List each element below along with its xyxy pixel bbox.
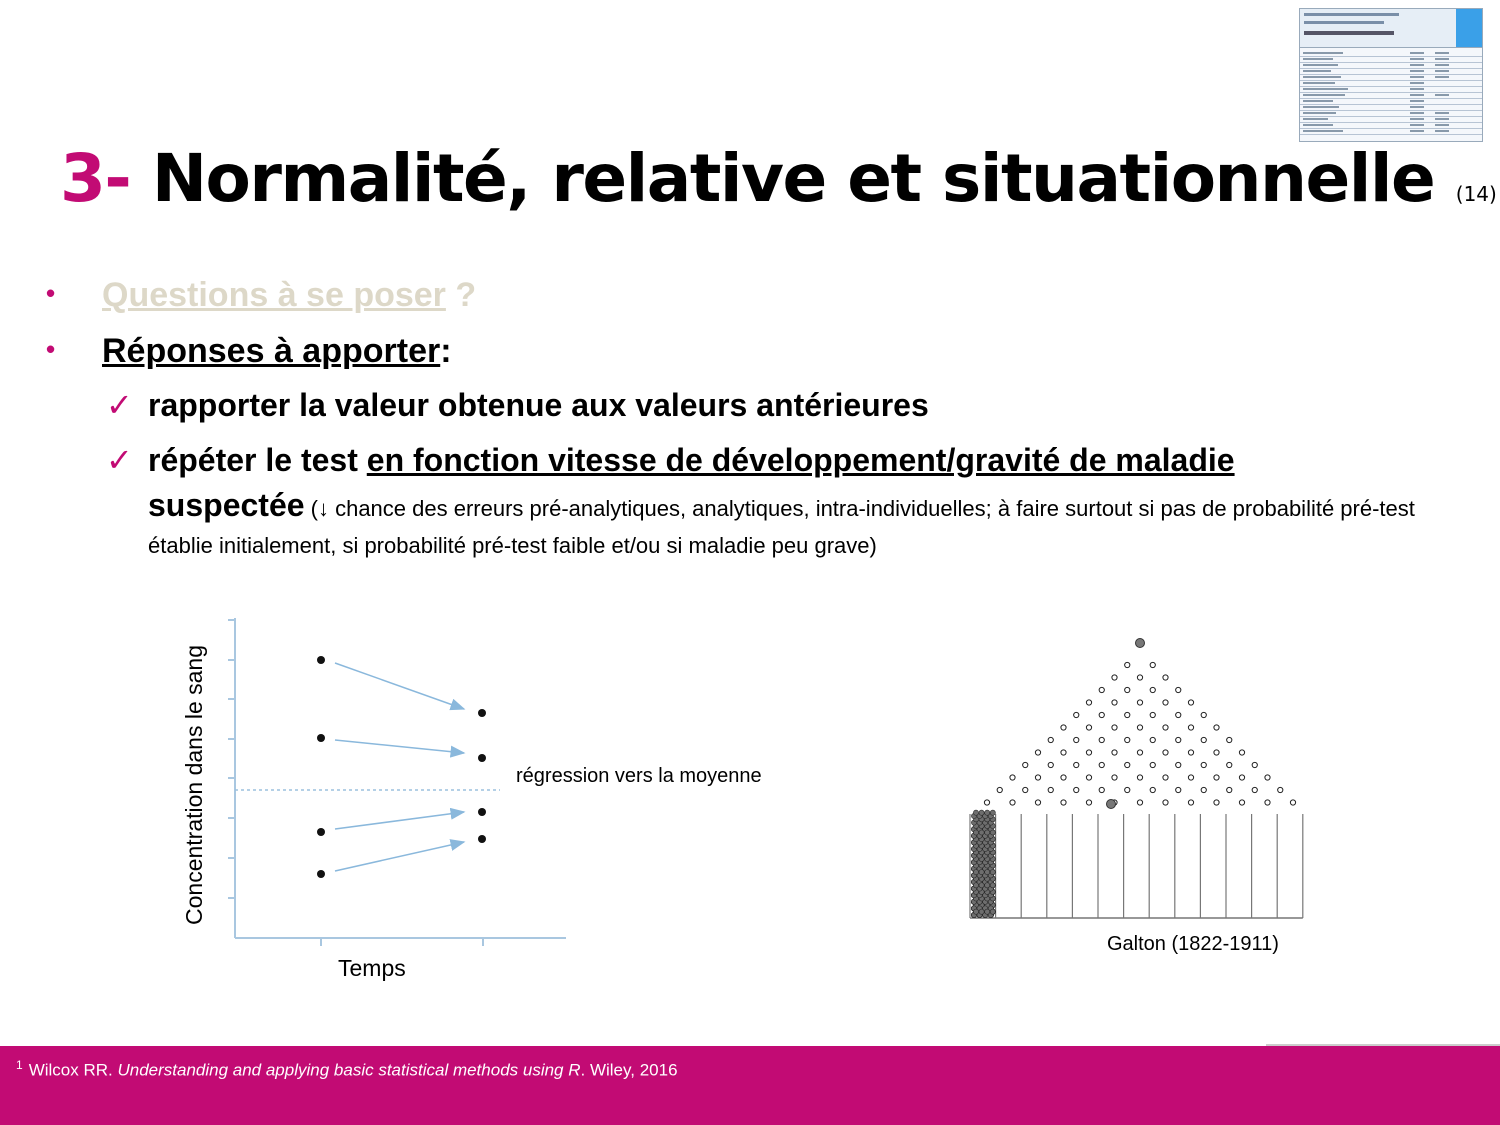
slide-title <box>60 140 1497 217</box>
regression-diagram <box>170 600 810 1000</box>
galton-board <box>960 630 1320 930</box>
footnote-book-title: Understanding and applying basic statistical methods using R <box>117 1060 581 1080</box>
regression-annotation: régression vers la moyenne <box>516 765 762 787</box>
title-text: Normalité, relative et situationnelle <box>151 140 1435 217</box>
bullet-questions-suffix: ? <box>445 276 477 314</box>
check-item-2-continuation <box>148 488 1478 566</box>
check-item-2-tail: suspectée <box>148 487 305 523</box>
regression-arrows <box>335 663 464 871</box>
x-axis <box>235 938 566 946</box>
y-axis <box>228 618 235 938</box>
title-number: 3- <box>60 140 131 217</box>
title-reference: (14) <box>1455 182 1497 206</box>
bullet-answers-suffix: : <box>440 332 452 370</box>
bullet-answers <box>46 332 452 371</box>
checkmark-icon: ✓ <box>106 442 133 478</box>
footnote-author: Wilcox RR. <box>28 1060 118 1080</box>
check-item-2-underlined: en fonction vitesse de développement/gravité de maladie <box>366 442 1235 478</box>
bullet-answers-link[interactable]: Réponses à apporter <box>102 332 441 370</box>
check-item-2-note: (↓ chance des erreurs pré-analytiques, analytiques, intra-individuelles; à faire surtout si pas de probabilité pré-test établie initialement, si probabilité pré-test faible et/ou si maladie peu grave) <box>148 496 1415 558</box>
check-item-2-prefix: répéter le test <box>148 442 367 478</box>
check-item-1-text: rapporter la valeur obtenue aux valeurs antérieures <box>148 387 929 423</box>
x-axis-label: Temps <box>338 955 406 981</box>
bullet-questions <box>46 276 476 315</box>
footer-divider <box>1266 1044 1500 1046</box>
galton-caption: Galton (1822-1911) <box>1107 933 1279 955</box>
bullet-questions-link[interactable]: Questions à se poser <box>102 276 446 314</box>
footnote <box>16 1058 678 1081</box>
footnote-publisher: . Wiley, 2016 <box>580 1060 678 1080</box>
measurement-points <box>317 656 486 878</box>
bullet-dot: • <box>46 334 56 364</box>
y-axis-label: Concentration dans le sang <box>181 644 207 925</box>
check-item-2 <box>106 441 1235 479</box>
bullet-dot: • <box>46 278 56 308</box>
lab-table-thumbnail <box>1299 8 1483 142</box>
footnote-number: 1 <box>16 1058 23 1072</box>
checkmark-icon: ✓ <box>106 387 133 423</box>
footer-bar <box>0 1046 1500 1125</box>
check-item-1 <box>106 386 929 424</box>
